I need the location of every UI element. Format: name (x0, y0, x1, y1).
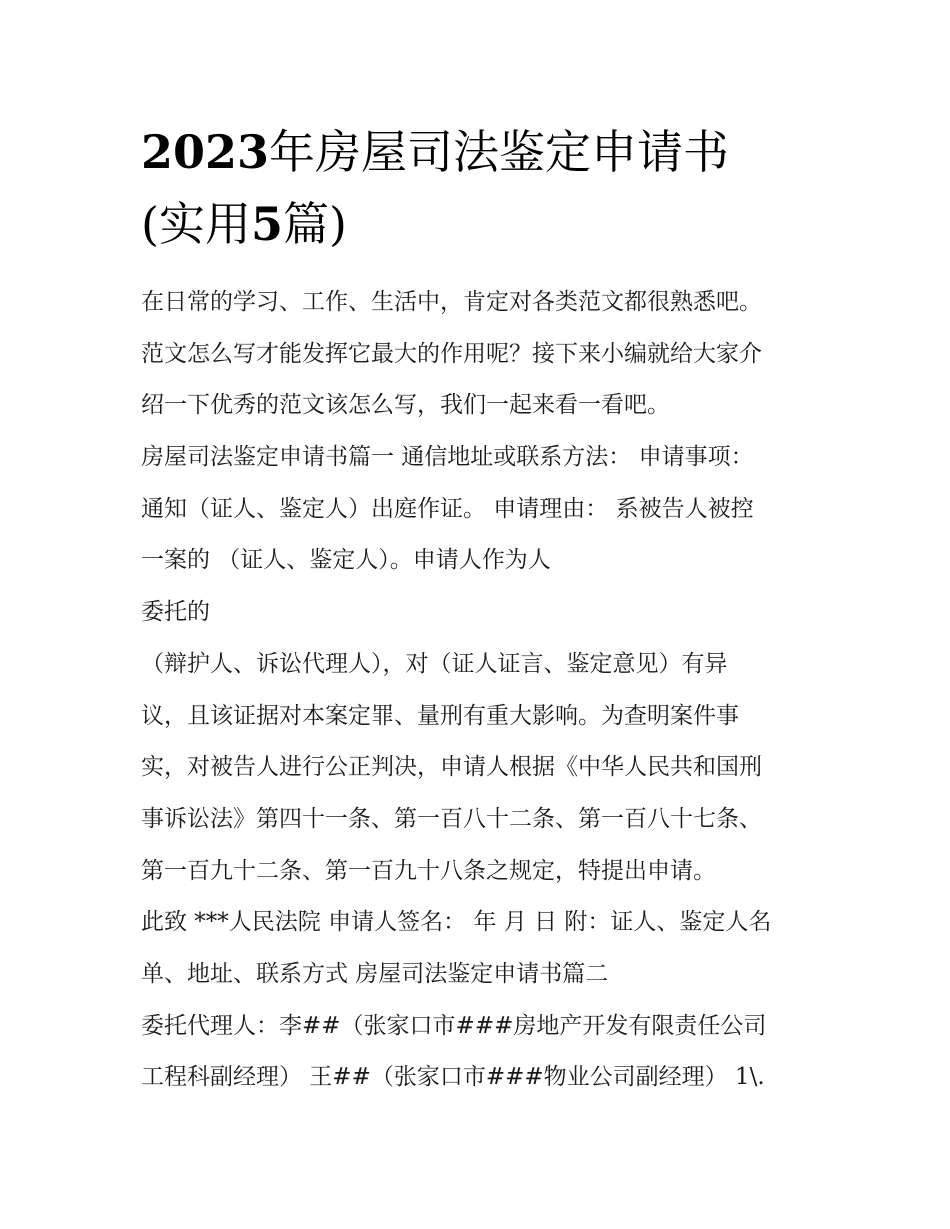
body-line: 绍一下优秀的范文该怎么写，我们一起来看一看吧。 (141, 392, 670, 419)
document-title (141, 116, 841, 260)
body-line: 工程科副经理） 王##（张家口市###物业公司副经理） 1\. (141, 1064, 765, 1091)
title-line-1 (141, 116, 841, 188)
body-line: 委托的 (141, 599, 210, 626)
title-paren-open: (实用 (141, 197, 251, 251)
title-year: 2023 (141, 125, 270, 179)
body-line: 范文怎么写才能发挥它最大的作用呢？接下来小编就给大家介 (141, 340, 762, 367)
body-line: 议，且该证据对本案定罪、量刑有重大影响。为查明案件事 (141, 702, 739, 729)
body-line: 通知（证人、鉴定人）出庭作证。 申请理由： 系被告人被控 (141, 495, 754, 522)
body-line: 实，对被告人进行公正判决，申请人根据《中华人民共和国刑 (141, 754, 762, 781)
document-body (141, 283, 821, 1110)
body-line: 事诉讼法》第四十一条、第一百八十二条、第一百八十七条、 (141, 805, 762, 832)
body-line: 单、地址、联系方式 房屋司法鉴定申请书篇二 (141, 960, 609, 987)
body-line: 委托代理人：李##（张家口市###房地产开发有限责任公司 (141, 1012, 767, 1039)
title-count: 5 (250, 197, 283, 251)
title-line-2 (141, 188, 841, 260)
body-line: （辩护人、诉讼代理人），对（证人证言、鉴定意见）有异 (141, 650, 728, 677)
body-line: 在日常的学习、工作、生活中，肯定对各类范文都很熟悉吧。 (141, 289, 762, 315)
title-paren-close: 篇) (282, 197, 347, 251)
body-line: 一案的 （证人、鉴定人）。申请人作为人 (141, 547, 551, 574)
body-line: 房屋司法鉴定申请书篇一 通信地址或联系方法： 申请事项： (141, 444, 754, 471)
body-line: 此致 ***人民法院 申请人签名： 年 月 日 附：证人、鉴定人名 (141, 909, 772, 936)
title-text: 年房屋司法鉴定申请书 (269, 125, 730, 179)
body-line: 第一百九十二条、第一百九十八条之规定，特提出申请。 (141, 857, 716, 884)
